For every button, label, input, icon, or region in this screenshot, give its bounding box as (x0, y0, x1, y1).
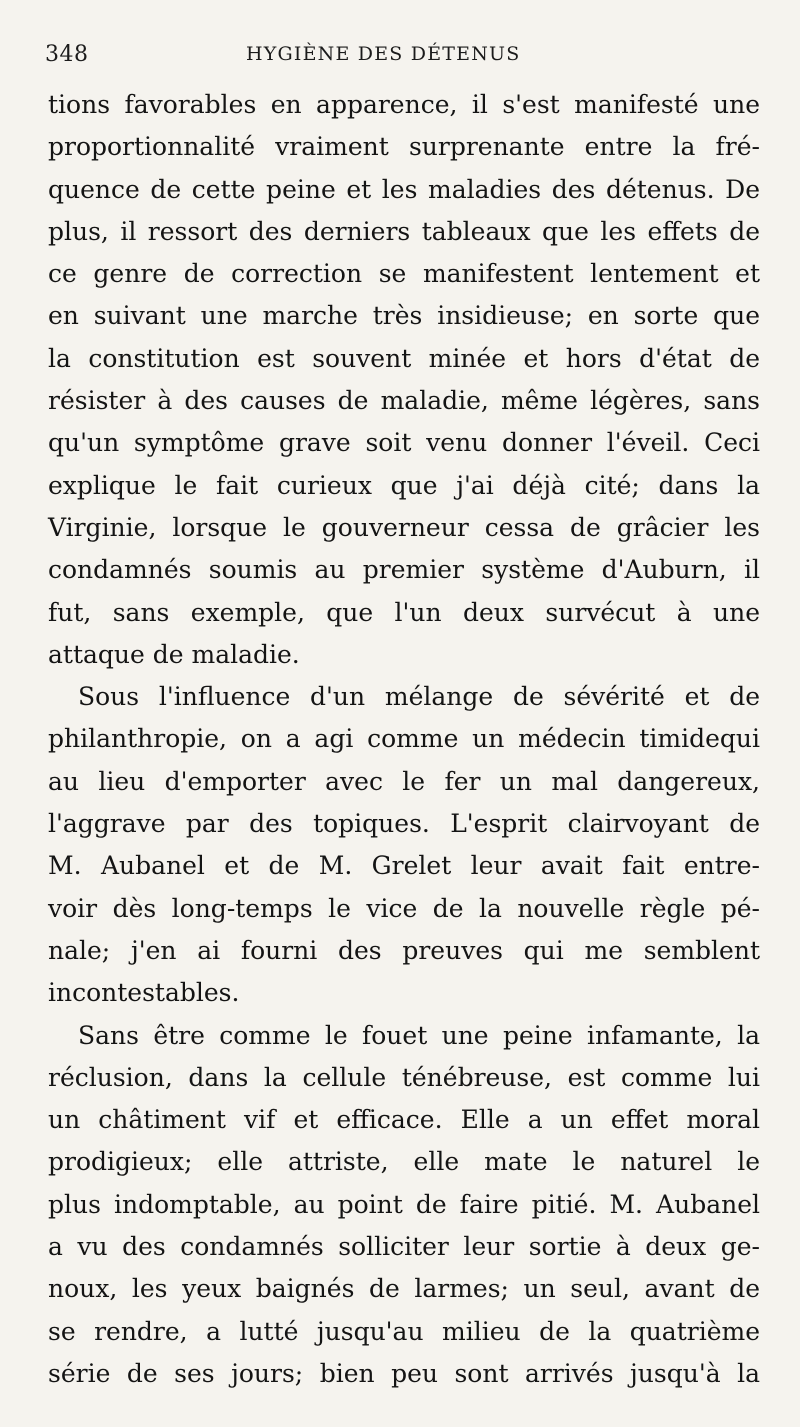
text-line: ce genre de correction se manifestent lentement et (48, 259, 760, 289)
text-line: se rendre, a lutté jusqu'au milieu de la quatrième (48, 1316, 760, 1346)
text-line: plus indomptable, au point de faire pitié. M. Aubanel (48, 1189, 760, 1219)
text-line: incontestables. (48, 978, 240, 1008)
text-line: l'aggrave par des topiques. L'esprit clairvoyant de (48, 809, 760, 839)
page-header (40, 40, 760, 80)
body-text (48, 84, 760, 1395)
text-line: nale; j'en ai fourni des preuves qui me semblent (48, 935, 760, 965)
text-line: plus, il ressort des derniers tableaux que les effets de (48, 216, 760, 246)
text-line: réclusion, dans la cellule ténébreuse, est comme lui (48, 1062, 760, 1092)
text-line: quence de cette peine et les maladies des détenus. De (48, 174, 760, 204)
text-line: condamnés soumis au premier système d'Auburn, il (48, 555, 760, 585)
text-line: résister à des causes de maladie, même légères, sans (48, 386, 760, 416)
text-line: Sans être comme le fouet une peine infamante, la (78, 1020, 760, 1050)
text-line: fut, sans exemple, que l'un deux survécut à une (48, 597, 760, 627)
text-line: qu'un symptôme grave soit venu donner l'éveil. Ceci (48, 428, 760, 458)
text-line: attaque de maladie. (48, 639, 300, 669)
text-line: proportionnalité vraiment surprenante entre la fré- (48, 132, 760, 162)
text-line: Virginie, lorsque le gouverneur cessa de grâcier les (48, 512, 760, 542)
text-line: en suivant une marche très insidieuse; en sorte que (48, 301, 760, 331)
text-line: Sous l'influence d'un mélange de sévérité et de (78, 682, 760, 712)
text-line: série de ses jours; bien peu sont arrivés jusqu'à la (48, 1358, 760, 1388)
text-line: la constitution est souvent minée et hors d'état de (48, 343, 760, 373)
text-line: M. Aubanel et de M. Grelet leur avait fait entre- (48, 851, 760, 881)
page-number: 348 (45, 42, 89, 67)
text-line: explique le fait curieux que j'ai déjà cité; dans la (48, 470, 760, 500)
text-line: au lieu d'emporter avec le fer un mal dangereux, (48, 766, 760, 796)
text-line: philanthropie, on a agi comme un médecin timidequi (48, 724, 760, 754)
running-title: HYGIÈNE DES DÉTENUS (246, 43, 521, 65)
text-line: un châtiment vif et efficace. Elle a un effet moral (48, 1105, 760, 1135)
text-line: noux, les yeux baignés de larmes; un seul, avant de (48, 1274, 760, 1304)
text-line: voir dès long-temps le vice de la nouvelle règle pé- (48, 893, 760, 923)
text-line: tions favorables en apparence, il s'est manifesté une (48, 90, 760, 119)
text-line: a vu des condamnés solliciter leur sortie à deux ge- (48, 1232, 760, 1262)
text-line: prodigieux; elle attriste, elle mate le naturel le (48, 1147, 760, 1177)
